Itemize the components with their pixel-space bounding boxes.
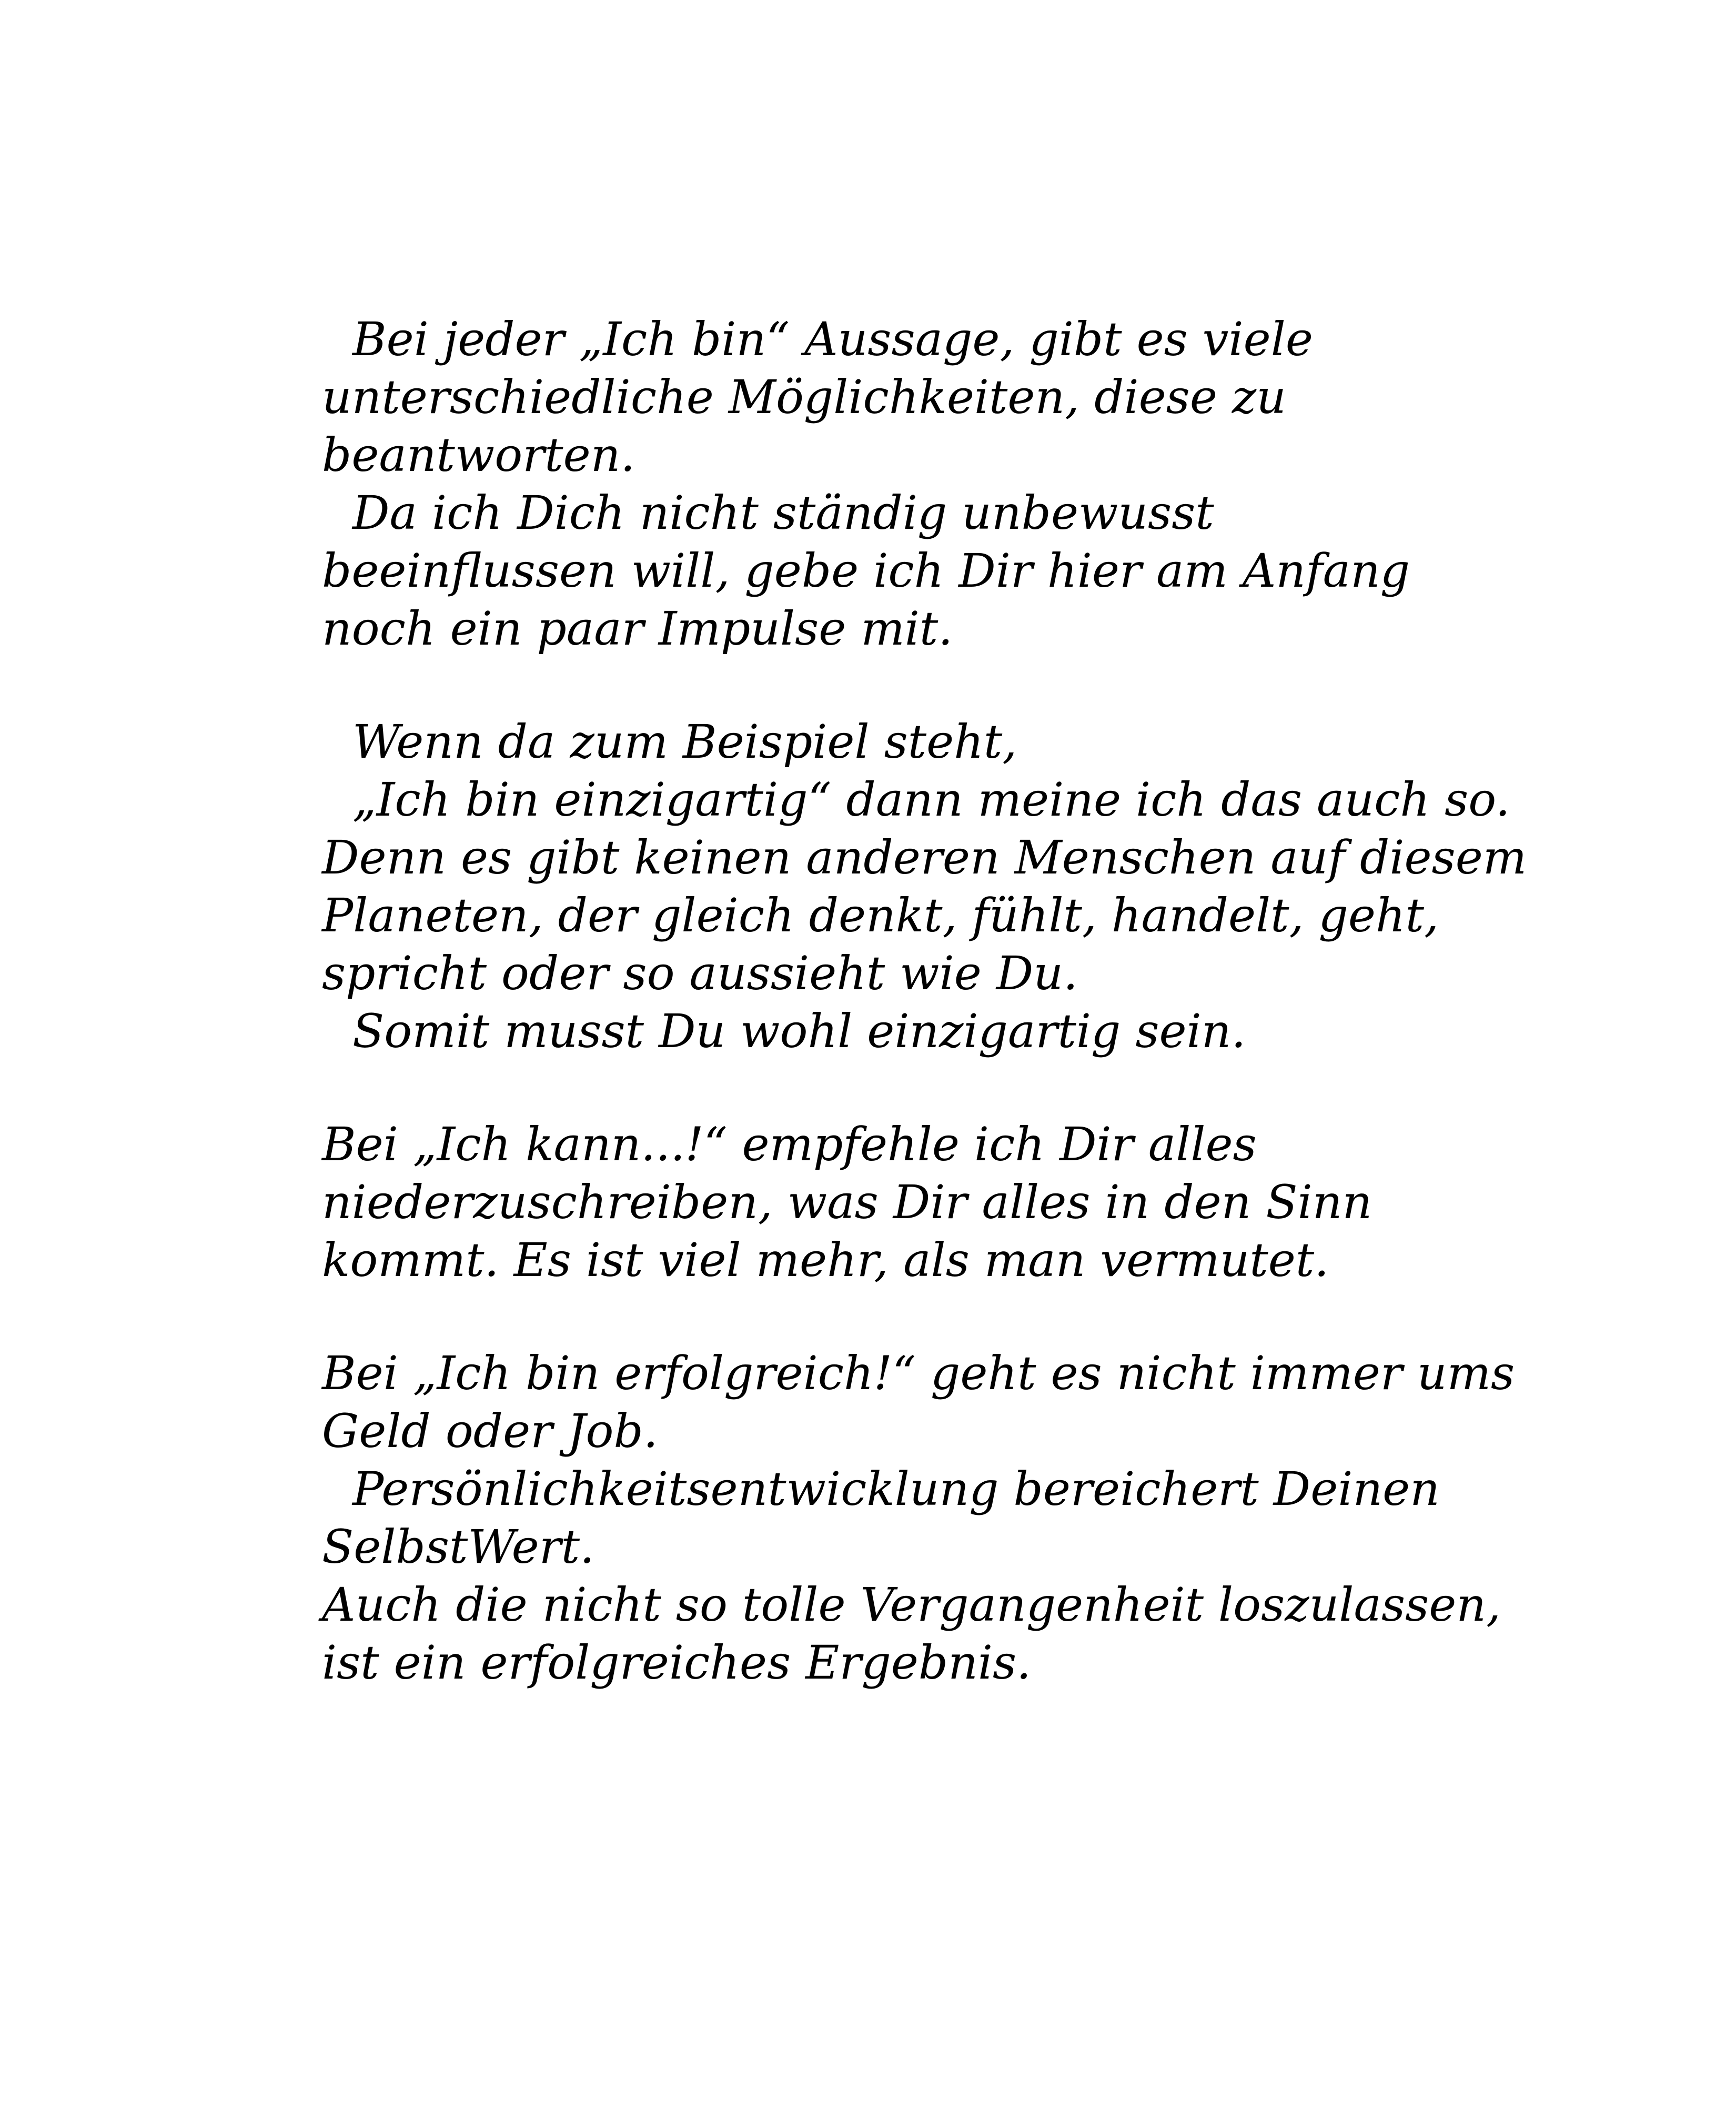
text-line: Auch die nicht so tolle Vergangenheit loszulassen,	[322, 1578, 1501, 1632]
text-line: kommt. Es ist viel mehr, als man vermutet.	[322, 1233, 1329, 1287]
text-line: beeinflussen will, gebe ich Dir hier am Anfang	[322, 544, 1410, 598]
text-line: Planeten, der gleich denkt, fühlt, handelt, geht,	[322, 888, 1439, 942]
text-line: Somit musst Du wohl einzigartig sein.	[352, 1004, 1246, 1058]
text-line: „Ich bin einzigartig“ dann meine ich das auch so.	[352, 772, 1510, 827]
text-line: beantworten.	[322, 428, 635, 482]
text-line: niederzuschreiben, was Dir alles in den Sinn	[322, 1175, 1372, 1229]
text-line: SelbstWert.	[322, 1520, 595, 1574]
text-line: Bei „Ich kann...!“ empfehle ich Dir alles	[322, 1117, 1257, 1171]
text-line: unterschiedliche Möglichkeiten, diese zu	[322, 370, 1286, 424]
text-line: Bei „Ich bin erfolgreich!“ geht es nicht immer ums	[322, 1346, 1515, 1400]
text-line: Wenn da zum Beispiel steht,	[352, 715, 1017, 769]
text-line: Persönlichkeitsentwicklung bereichert Deinen	[352, 1462, 1440, 1516]
text-line: noch ein paar Impulse mit.	[322, 601, 953, 656]
text-line: ist ein erfolgreiches Ergebnis.	[322, 1635, 1032, 1690]
text-line: Bei jeder „Ich bin“ Aussage, gibt es viele	[352, 312, 1313, 366]
text-line: Da ich Dich nicht ständig unbewusst	[352, 486, 1214, 540]
text-line: spricht oder so aussieht wie Du.	[322, 946, 1078, 1000]
text-line: Geld oder Job.	[322, 1404, 658, 1458]
text-line: Denn es gibt keinen anderen Menschen auf diesem	[322, 830, 1527, 885]
